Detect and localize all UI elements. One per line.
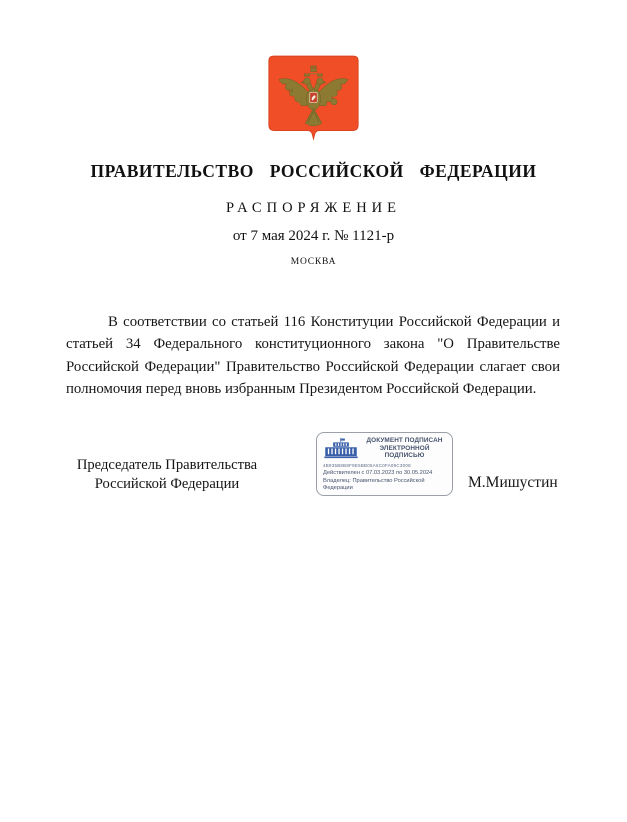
date-number-line: от 7 мая 2024 г. № 1121-р xyxy=(232,228,395,244)
stamp-title-line1: ДОКУМЕНТ ПОДПИСАН xyxy=(366,437,443,444)
esignature-stamp-title xyxy=(363,437,446,460)
certificate-number: 4B935B8B8F9E5BB05A6C0FA09C3008 xyxy=(323,462,411,468)
certificate-owner: Владелец: Правительство Российской Федерации xyxy=(323,477,425,491)
russia-coat-of-arms-icon xyxy=(267,54,360,142)
body-paragraph: В соответствии со статьей 116 Конституции Российской Федерации и статьей 34 Федерального конституционного закона "О Правительстве Российской Федерации" Правительство Российской Федерации слагает свои полномочия перед вновь избранным Президентом Российской Федерации. xyxy=(66,314,560,398)
signer-position-line2: Российской Федерации xyxy=(94,475,240,492)
esignature-stamp-header xyxy=(323,437,446,460)
signer-position-line1: Председатель Правительства xyxy=(76,457,258,473)
signer-name: М.Мишустин xyxy=(468,474,558,491)
stamp-title-line2: ЭЛЕКТРОННОЙ ПОДПИСЬЮ xyxy=(379,444,430,460)
esignature-stamp xyxy=(316,432,453,496)
signer-position-block xyxy=(68,456,266,493)
document-type: РАСПОРЯЖЕНИЕ xyxy=(225,200,402,216)
government-building-icon xyxy=(323,438,359,459)
city-label: МОСКВА xyxy=(290,257,337,267)
org-name: ПРАВИТЕЛЬСТВО РОССИЙСКОЙ ФЕДЕРАЦИИ xyxy=(90,161,537,181)
certificate-validity: Действителен с 07.03.2023 по 30.05.2024 xyxy=(323,469,433,476)
